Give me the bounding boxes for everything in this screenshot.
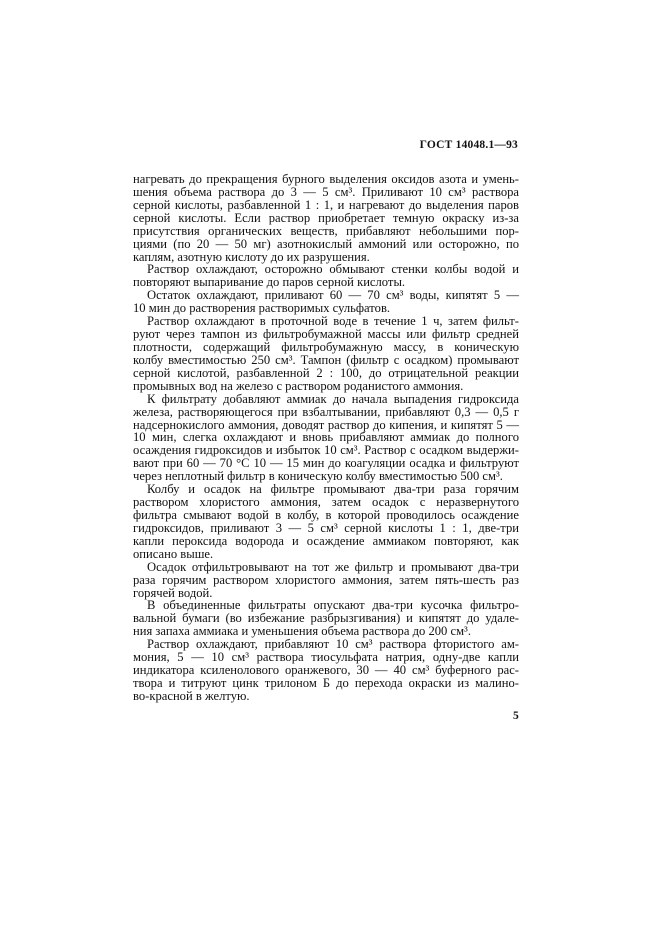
text-line: мония, 5 — 10 см³ раствора тиосульфата натрия, одну-две капли: [133, 650, 519, 665]
text-line: Раствор охлаждают в проточной воде в течение 1 ч, затем фильт-: [147, 314, 519, 329]
text-line: капли пероксида водорода и осаждение аммиаком повторяют, как: [133, 533, 519, 548]
standard-code-header: ГОСТ 14048.1—93: [419, 139, 518, 151]
text-line: осаждения гидроксидов и избыток 10 см³. Раствор с осадком выдержи-: [133, 443, 519, 458]
text-line: во-красной в желтую.: [133, 688, 250, 703]
paragraph: [133, 483, 519, 561]
text-line: надсернокислого аммония, доводят раствор до кипения, и кипятят 5 —: [133, 417, 519, 432]
text-line: раствором хлористого аммония, затем осадок с неразвернутого: [133, 495, 519, 510]
paragraph: [133, 173, 519, 263]
paragraph: [133, 393, 519, 483]
text-line: руют через тампон из фильтробумажной массы или фильтр средней: [133, 327, 519, 342]
text-line: ния запаха аммиака и уменьшения объема раствора до 200 см³.: [133, 624, 471, 639]
text-line: через неплотный фильтр в коническую колбу вместимостью 500 см³.: [133, 469, 503, 484]
paragraph: [133, 263, 519, 289]
text-line: раза горячим раствором хлористого аммония, затем пять-шесть раз: [133, 572, 519, 587]
text-line: серной кислоты, разбавленной 1 : 1, и нагревают до выделения паров: [133, 197, 519, 212]
document-body: [133, 173, 519, 703]
text-line: Раствор охлаждают, прибавляют 10 см³ раствора фтористого ам-: [147, 637, 519, 652]
paragraph: [133, 599, 519, 638]
paragraph: [133, 561, 519, 600]
text-line: железа, растворяющегося при взбалтывании, прибавляют 0,3 — 0,5 г: [133, 404, 519, 419]
text-line: индикатора ксиленолового оранжевого, 30 — 40 см³ буферного рас-: [133, 663, 519, 678]
page-number: 5: [513, 710, 519, 722]
text-line: Остаток охлаждают, приливают 60 — 70 см³ воды, кипятят 5 —: [147, 288, 519, 303]
text-line: Осадок отфильтровывают на тот же фильтр и промывают два-три: [147, 559, 519, 574]
text-line: циями (по 20 — 50 мг) азотнокислый аммоний или осторожно, по: [133, 236, 519, 251]
text-line: колбу вместимостью 250 см³. Тампон (фильтр с осадком) промывают: [133, 352, 519, 367]
text-line: описано выше.: [133, 546, 214, 561]
text-line: В объединенные фильтраты опускают два-три кусочка фильтро-: [147, 598, 519, 613]
text-line: шения объема раствора до 3 — 5 см³. Приливают 10 см³ раствора: [133, 184, 519, 199]
text-line: К фильтрату добавляют аммиак до начала выпадения гидроксида: [147, 391, 519, 406]
text-line: каплям, азотную кислоту до их разрушения.: [133, 249, 370, 264]
paragraph: [133, 638, 519, 703]
text-line: фильтра смывают водой в колбу, в которой проводилось осаждение: [133, 507, 519, 522]
text-line: серной кислоты. Если раствор приобретает темную окраску из-за: [133, 210, 519, 225]
text-line: вают при 60 — 70 °С 10 — 15 мин до коагуляции осадка и фильтруют: [133, 456, 519, 471]
paragraph: [133, 315, 519, 393]
text-line: Колбу и осадок на фильтре промывают два-три раза горячим: [147, 482, 519, 497]
text-line: 10 мин до растворения растворимых сульфатов.: [133, 301, 391, 316]
text-line: плотности, содержащий фильтробумажную массу, в коническую: [133, 339, 519, 354]
text-line: присутствия органических веществ, прибавляют небольшими пор-: [133, 223, 519, 238]
text-line: горячей водой.: [133, 585, 213, 600]
text-line: промывных вод на железо с раствором роданистого аммония.: [133, 378, 464, 393]
text-line: гидроксидов, приливают 3 — 5 см³ серной кислоты 1 : 1, две-три: [133, 520, 519, 535]
text-line: повторяют выпаривание до паров серной кислоты.: [133, 275, 406, 290]
text-line: серной кислотой, разбавленной 2 : 100, до отрицательной реакции: [133, 365, 519, 380]
text-line: Раствор охлаждают, осторожно обмывают стенки колбы водой и: [147, 262, 519, 277]
text-line: твора и титруют цинк трилоном Б до перехода окраски из малино-: [133, 675, 519, 690]
text-line: 10 мин, слегка охлаждают и вновь прибавляют аммиак до полного: [133, 430, 519, 445]
paragraph: [133, 289, 519, 315]
text-line: вальной бумаги (во избежание разбрызгивания) и кипятят до удале-: [133, 611, 519, 626]
text-line: нагревать до прекращения бурного выделения оксидов азота и умень-: [133, 172, 519, 186]
